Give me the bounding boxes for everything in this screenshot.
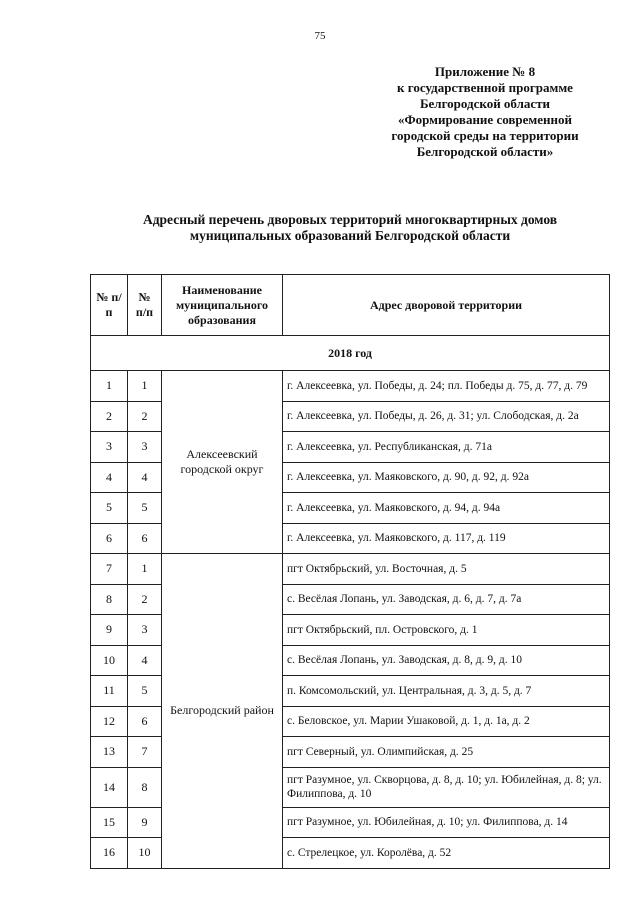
title-line: муниципальных образований Белгородской области <box>189 228 511 243</box>
header-global-number: № п/п <box>91 275 128 336</box>
address-cell: пгт Октябрьский, ул. Восточная, д. 5 <box>283 554 610 585</box>
address-cell: г. Алексеевка, ул. Республиканская, д. 71а <box>283 432 610 463</box>
row-number: 14 <box>91 767 128 807</box>
address-cell: г. Алексеевка, ул. Маяковского, д. 90, д. 92, д. 92а <box>283 462 610 493</box>
row-local-number: 10 <box>128 838 162 869</box>
year-label: 2018 год <box>91 336 610 371</box>
address-cell: г. Алексеевка, ул. Маяковского, д. 117, д. 119 <box>283 523 610 554</box>
row-number: 8 <box>91 584 128 615</box>
address-cell: п. Комсомольский, ул. Центральная, д. 3, д. 5, д. 7 <box>283 676 610 707</box>
address-cell: пгт Северный, ул. Олимпийская, д. 25 <box>283 737 610 768</box>
row-local-number: 5 <box>128 493 162 524</box>
row-number: 2 <box>91 401 128 432</box>
address-table <box>90 274 610 869</box>
title-line: Адресный перечень дворовых территорий многоквартирных домов <box>142 212 558 227</box>
header-local-number: № п/п <box>128 275 162 336</box>
row-number: 12 <box>91 706 128 737</box>
address-cell: г. Алексеевка, ул. Маяковского, д. 94, д. 94а <box>283 493 610 524</box>
address-cell: г. Алексеевка, ул. Победы, д. 26, д. 31; ул. Слободская, д. 2а <box>283 401 610 432</box>
page-number: 75 <box>314 30 326 42</box>
address-cell: с. Беловское, ул. Марии Ушаковой, д. 1, д. 1а, д. 2 <box>283 706 610 737</box>
row-local-number: 2 <box>128 584 162 615</box>
municipality-cell: Алексеевский городской округ <box>162 371 283 554</box>
appendix-line: к государственной программе <box>397 80 573 95</box>
row-number: 7 <box>91 554 128 585</box>
row-local-number: 6 <box>128 523 162 554</box>
document-title <box>60 212 640 244</box>
row-number: 16 <box>91 838 128 869</box>
row-number: 5 <box>91 493 128 524</box>
row-number: 10 <box>91 645 128 676</box>
address-cell: г. Алексеевка, ул. Победы, д. 24; пл. Победы д. 75, д. 77, д. 79 <box>283 371 610 402</box>
row-number: 1 <box>91 371 128 402</box>
appendix-header <box>380 64 590 160</box>
header-municipality: Наименование муниципального образования <box>162 275 283 336</box>
municipality-cell: Белгородский район <box>162 554 283 869</box>
row-local-number: 4 <box>128 462 162 493</box>
row-number: 13 <box>91 737 128 768</box>
address-cell: пгт Октябрьский, пл. Островского, д. 1 <box>283 615 610 646</box>
table-row <box>91 371 610 402</box>
row-number: 4 <box>91 462 128 493</box>
row-number: 11 <box>91 676 128 707</box>
address-cell: с. Весёлая Лопань, ул. Заводская, д. 6, д. 7, д. 7а <box>283 584 610 615</box>
year-row <box>91 336 610 371</box>
row-local-number: 1 <box>128 554 162 585</box>
appendix-line: Приложение № 8 <box>434 64 536 79</box>
row-local-number: 1 <box>128 371 162 402</box>
row-number: 3 <box>91 432 128 463</box>
row-local-number: 4 <box>128 645 162 676</box>
appendix-line: «Формирование современной <box>397 112 573 127</box>
appendix-line: городской среды на территории <box>391 128 579 143</box>
address-cell: с. Весёлая Лопань, ул. Заводская, д. 8, д. 9, д. 10 <box>283 645 610 676</box>
address-cell: пгт Разумное, ул. Скворцова, д. 8, д. 10; ул. Юбилейная, д. 8; ул. Филиппова, д. 10 <box>283 767 610 807</box>
appendix-line: Белгородской области <box>419 96 551 111</box>
row-local-number: 8 <box>128 767 162 807</box>
table-header-row <box>91 275 610 336</box>
row-number: 15 <box>91 807 128 838</box>
header-address: Адрес дворовой территории <box>283 275 610 336</box>
address-cell: пгт Разумное, ул. Юбилейная, д. 10; ул. Филиппова, д. 14 <box>283 807 610 838</box>
row-local-number: 2 <box>128 401 162 432</box>
row-number: 6 <box>91 523 128 554</box>
row-local-number: 3 <box>128 432 162 463</box>
row-local-number: 7 <box>128 737 162 768</box>
row-local-number: 9 <box>128 807 162 838</box>
row-number: 9 <box>91 615 128 646</box>
appendix-line: Белгородской области» <box>416 144 554 159</box>
table-row <box>91 554 610 585</box>
row-local-number: 5 <box>128 676 162 707</box>
row-local-number: 6 <box>128 706 162 737</box>
row-local-number: 3 <box>128 615 162 646</box>
address-cell: с. Стрелецкое, ул. Королёва, д. 52 <box>283 838 610 869</box>
